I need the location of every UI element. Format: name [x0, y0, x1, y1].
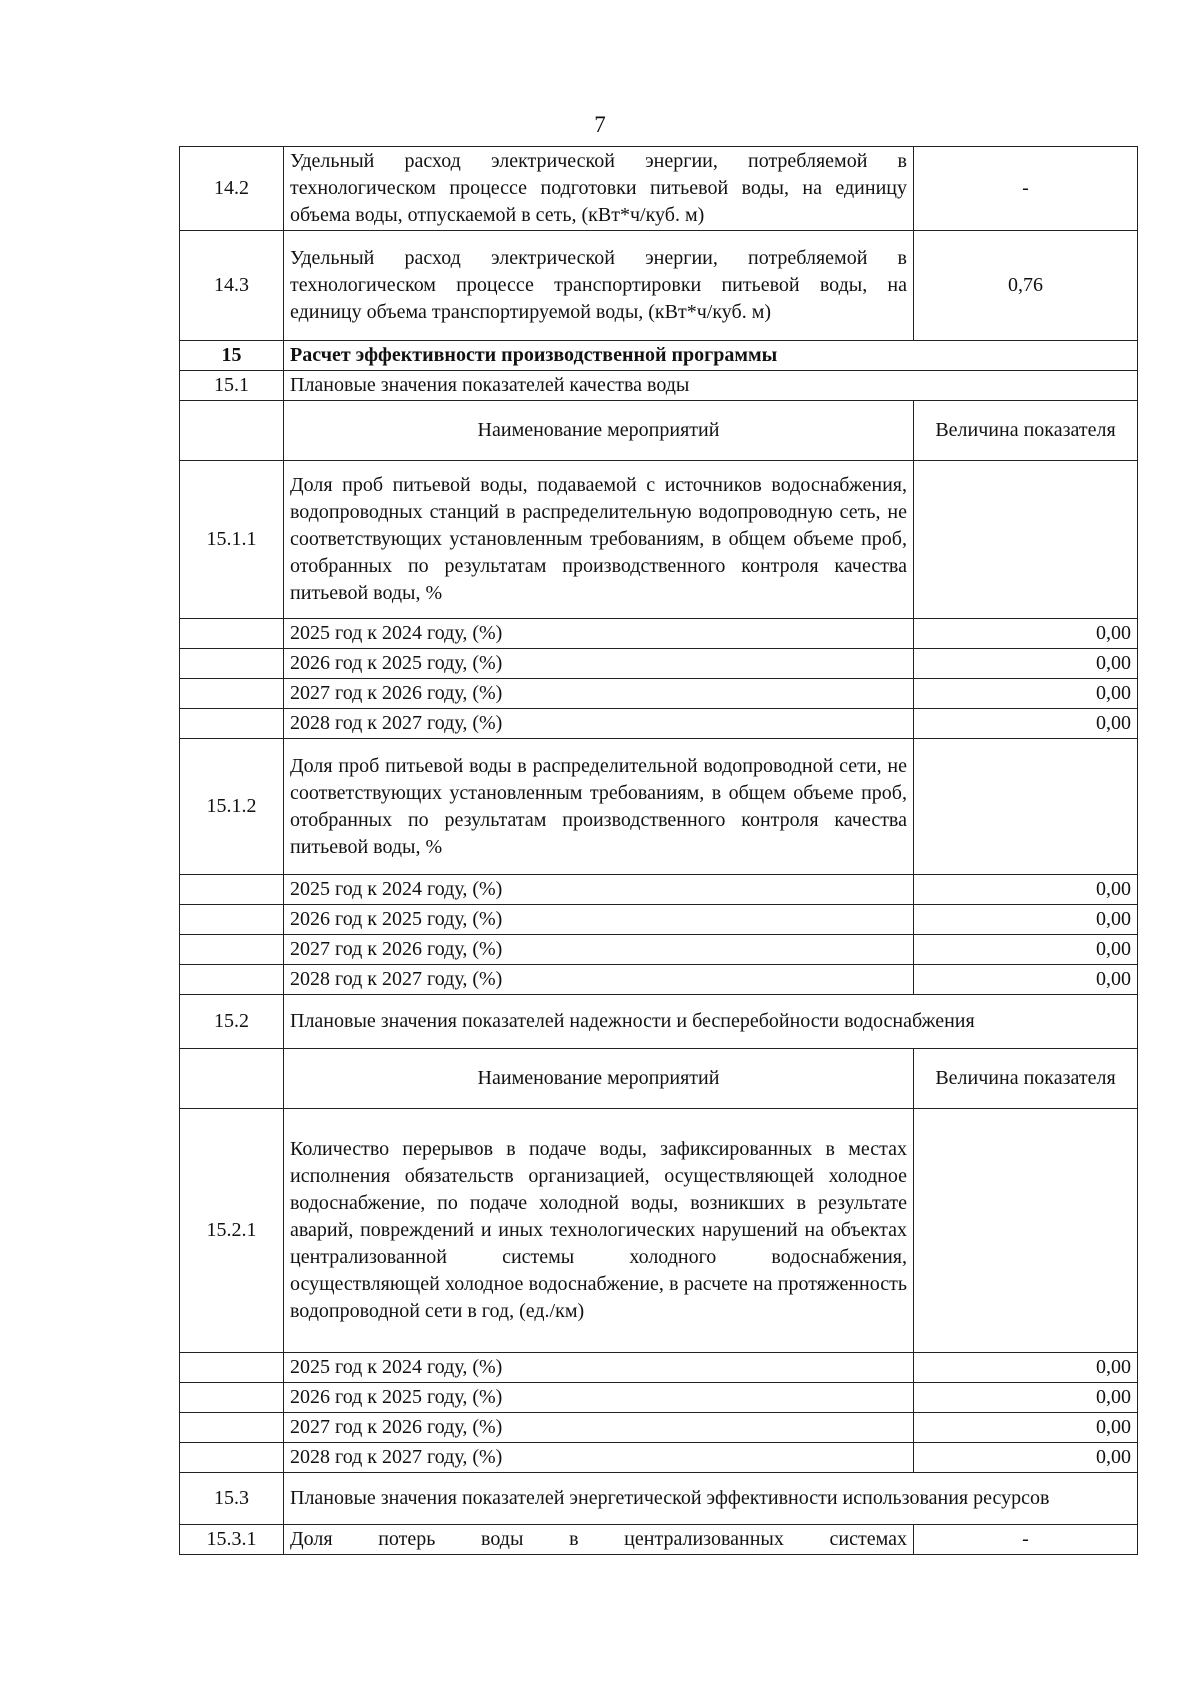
row-value: [914, 1109, 1138, 1353]
row-value: [914, 739, 1138, 875]
year-row: [180, 1353, 1138, 1383]
production-program-table: [179, 146, 1138, 1555]
row-description: Удельный расход электрической энергии, потребляемой в технологическом процессе транспортировки питьевой воды, на единицу объема транспортируемой воды, (кВт*ч/куб. м): [284, 231, 914, 341]
year-label: 2028 год к 2027 году, (%): [284, 709, 914, 739]
section-row-15: [180, 341, 1138, 371]
year-value: 0,00: [914, 935, 1138, 965]
year-row: [180, 1383, 1138, 1413]
page-number: 7: [594, 112, 606, 137]
column-header-name: Наименование мероприятий: [284, 401, 914, 461]
year-value: 0,00: [914, 709, 1138, 739]
empty-cell: [180, 1049, 284, 1109]
row-description: Количество перерывов в подаче воды, зафиксированных в местах исполнения обязательств организацией, осуществляющей холодное водоснабжение, по подаче холодной воды, возникших в результате аварий, повреждений и иных технологических нарушений на объектах централизованной системы холодного водоснабжения, осуществляющей холодное водоснабжение, в расчете на протяженность водопроводной сети в год, (ед./км): [284, 1109, 914, 1353]
subsection-number: 15.2: [180, 995, 284, 1049]
year-value: 0,00: [914, 649, 1138, 679]
subsection-number: 15.3: [180, 1473, 284, 1525]
section-number: 15: [180, 341, 284, 371]
year-row: [180, 649, 1138, 679]
year-label: 2026 год к 2025 году, (%): [284, 1383, 914, 1413]
row-description: Удельный расход электрической энергии, потребляемой в технологическом процессе подготовки питьевой воды, на единицу объема воды, отпускаемой в сеть, (кВт*ч/куб. м): [284, 147, 914, 231]
table-row-15-1-2: [180, 739, 1138, 875]
column-header-name: Наименование мероприятий: [284, 1049, 914, 1109]
year-row: [180, 935, 1138, 965]
row-value: -: [914, 1525, 1138, 1555]
year-value: 0,00: [914, 1443, 1138, 1473]
row-number: 15.2.1: [180, 1109, 284, 1353]
year-row: [180, 619, 1138, 649]
subsection-number: 15.1: [180, 371, 284, 401]
column-header-value: Величина показателя: [914, 401, 1138, 461]
row-value: 0,76: [914, 231, 1138, 341]
row-value: -: [914, 147, 1138, 231]
row-description: Доля проб питьевой воды, подаваемой с источников водоснабжения, водопроводных станций в распределительную водопроводную сеть, не соответствующих установленным требованиям, в общем объеме проб, отобранных по результатам производственного контроля качества питьевой воды, %: [284, 461, 914, 619]
year-value: 0,00: [914, 905, 1138, 935]
year-label: 2025 год к 2024 году, (%): [284, 875, 914, 905]
section-title: Расчет эффективности производственной программы: [284, 341, 1138, 371]
row-description: Доля потерь воды в централизованных системах: [284, 1525, 914, 1555]
table-row-15-1-1: [180, 461, 1138, 619]
column-header-value: Величина показателя: [914, 1049, 1138, 1109]
year-label: 2027 год к 2026 году, (%): [284, 935, 914, 965]
row-number: 14.3: [180, 231, 284, 341]
year-value: 0,00: [914, 679, 1138, 709]
year-row: [180, 1413, 1138, 1443]
subsection-row-15-3: [180, 1473, 1138, 1525]
year-label: 2028 год к 2027 году, (%): [284, 965, 914, 995]
year-value: 0,00: [914, 965, 1138, 995]
year-row: [180, 965, 1138, 995]
year-label: 2025 год к 2024 году, (%): [284, 1353, 914, 1383]
table-row-15-2-1: [180, 1109, 1138, 1353]
year-label: 2025 год к 2024 году, (%): [284, 619, 914, 649]
row-number: 14.2: [180, 147, 284, 231]
row-value: [914, 461, 1138, 619]
year-value: 0,00: [914, 619, 1138, 649]
subsection-title: Плановые значения показателей качества воды: [284, 371, 1138, 401]
year-value: 0,00: [914, 875, 1138, 905]
year-row: [180, 875, 1138, 905]
subsection-title: Плановые значения показателей надежности и бесперебойности водоснабжения: [284, 995, 1138, 1049]
row-description: Доля проб питьевой воды в распределительной водопроводной сети, не соответствующих установленным требованиям, в общем объеме проб, отобранных по результатам производственного контроля качества питьевой воды, %: [284, 739, 914, 875]
year-label: 2026 год к 2025 году, (%): [284, 905, 914, 935]
subsection-row-15-1: [180, 371, 1138, 401]
column-header-row: [180, 1049, 1138, 1109]
subsection-row-15-2: [180, 995, 1138, 1049]
year-value: 0,00: [914, 1353, 1138, 1383]
table-row-14-2: [180, 147, 1138, 231]
empty-cell: [180, 401, 284, 461]
year-row: [180, 905, 1138, 935]
year-row: [180, 679, 1138, 709]
row-number: 15.1.1: [180, 461, 284, 619]
year-row: [180, 709, 1138, 739]
year-label: 2026 год к 2025 году, (%): [284, 649, 914, 679]
table-row-14-3: [180, 231, 1138, 341]
year-row: [180, 1443, 1138, 1473]
year-value: 0,00: [914, 1383, 1138, 1413]
year-label: 2027 год к 2026 году, (%): [284, 679, 914, 709]
row-number: 15.1.2: [180, 739, 284, 875]
subsection-title: Плановые значения показателей энергетической эффективности использования ресурсов: [284, 1473, 1138, 1525]
year-label: 2027 год к 2026 году, (%): [284, 1413, 914, 1443]
year-label: 2028 год к 2027 году, (%): [284, 1443, 914, 1473]
table-row-15-3-1: [180, 1525, 1138, 1555]
year-value: 0,00: [914, 1413, 1138, 1443]
column-header-row: [180, 401, 1138, 461]
row-number: 15.3.1: [180, 1525, 284, 1555]
